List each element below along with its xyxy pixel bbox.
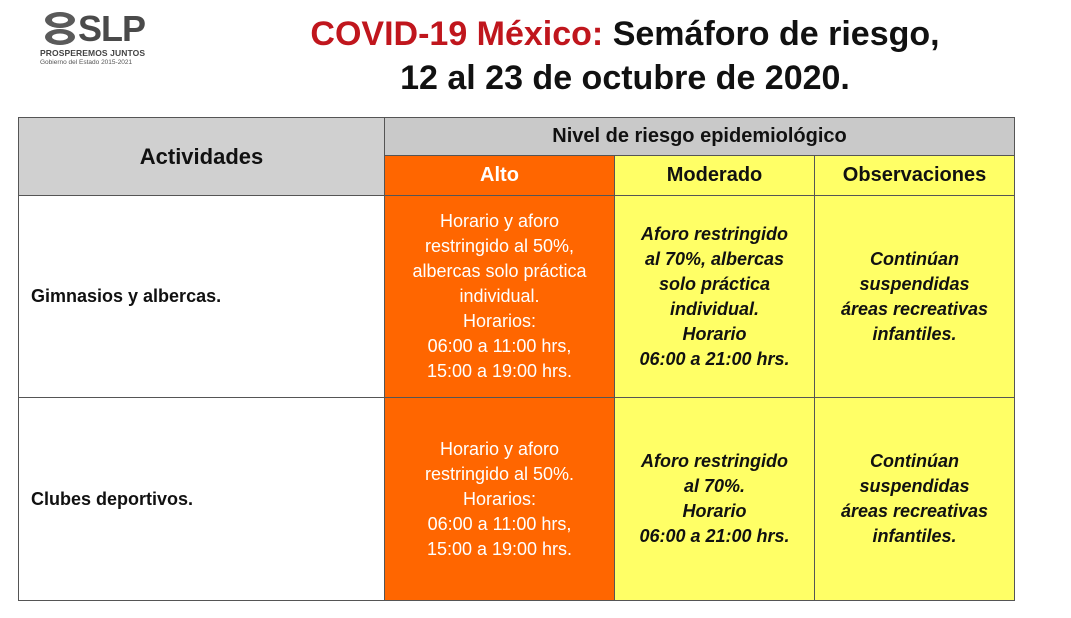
observaciones-line: suspendidas bbox=[859, 273, 970, 294]
observaciones-line: infantiles. bbox=[872, 323, 957, 344]
activities-header: Actividades bbox=[19, 118, 385, 196]
slp-logo bbox=[38, 8, 148, 70]
moderado-line: Aforo restringido bbox=[641, 223, 788, 244]
alto-line: 15:00 a 19:00 hrs. bbox=[426, 538, 573, 559]
alto-line: restringido al 50%, bbox=[424, 236, 575, 256]
observaciones-cell bbox=[815, 398, 1015, 601]
column-header-moderado: Moderado bbox=[615, 156, 815, 196]
risk-table bbox=[18, 117, 1015, 601]
title-line-2: 12 al 23 de octubre de 2020. bbox=[400, 59, 850, 97]
alto-line: Horario y aforo bbox=[439, 211, 560, 231]
alto-line: Horarios: bbox=[462, 311, 537, 331]
moderado-line: Horario bbox=[682, 323, 747, 344]
moderado-cell bbox=[615, 398, 815, 601]
moderado-line: individual. bbox=[669, 298, 759, 319]
logo-mark bbox=[38, 10, 148, 48]
table-row bbox=[19, 196, 1015, 398]
moderado-cell bbox=[615, 196, 815, 398]
alto-line: 15:00 a 19:00 hrs. bbox=[426, 361, 573, 381]
activity-cell: Gimnasios y albercas. bbox=[19, 196, 385, 398]
observaciones-line: infantiles. bbox=[872, 526, 957, 546]
page-title bbox=[200, 12, 1050, 100]
observaciones-cell bbox=[815, 196, 1015, 398]
observaciones-line: áreas recreativas bbox=[840, 501, 989, 521]
activity-cell: Clubes deportivos. bbox=[19, 398, 385, 601]
moderado-line: solo práctica bbox=[658, 273, 771, 294]
alto-cell bbox=[385, 196, 615, 398]
observaciones-line: Continúan bbox=[870, 248, 959, 269]
logo-slogan: PROSPEREMOS JUNTOS bbox=[40, 48, 146, 58]
observaciones-line: suspendidas bbox=[859, 476, 970, 496]
logo-brand-text: SLP bbox=[78, 8, 146, 49]
alto-line: Horario y aforo bbox=[439, 438, 560, 459]
column-header-observaciones: Observaciones bbox=[815, 156, 1015, 196]
alto-line: 06:00 a 11:00 hrs, bbox=[427, 336, 572, 356]
title-rest: Semáforo de riesgo, bbox=[603, 15, 940, 53]
title-line-1 bbox=[200, 12, 1050, 56]
table-row bbox=[19, 398, 1015, 601]
observaciones-line: áreas recreativas bbox=[840, 298, 989, 319]
moderado-line: 06:00 a 21:00 hrs. bbox=[639, 348, 790, 369]
observaciones-line: Continúan bbox=[870, 451, 959, 471]
moderado-line: Horario bbox=[682, 501, 747, 521]
logo-subtitle: Gobierno del Estado 2015-2021 bbox=[40, 59, 133, 66]
alto-line: restringido al 50%. bbox=[424, 463, 575, 484]
column-header-alto: Alto bbox=[385, 156, 615, 196]
alto-line: Horarios: bbox=[462, 488, 537, 509]
title-highlight: COVID-19 México: bbox=[310, 15, 604, 53]
alto-line: albercas solo práctica bbox=[412, 261, 587, 281]
risk-level-header: Nivel de riesgo epidemiológico bbox=[385, 118, 1015, 156]
moderado-line: 06:00 a 21:00 hrs. bbox=[639, 526, 790, 546]
alto-line: individual. bbox=[459, 286, 540, 306]
moderado-line: al 70%, albercas bbox=[644, 248, 785, 269]
alto-line: 06:00 a 11:00 hrs, bbox=[427, 513, 572, 534]
moderado-line: Aforo restringido bbox=[641, 451, 788, 471]
alto-cell bbox=[385, 398, 615, 601]
moderado-line: al 70%. bbox=[683, 476, 746, 496]
slp-swirl-icon bbox=[42, 10, 78, 48]
